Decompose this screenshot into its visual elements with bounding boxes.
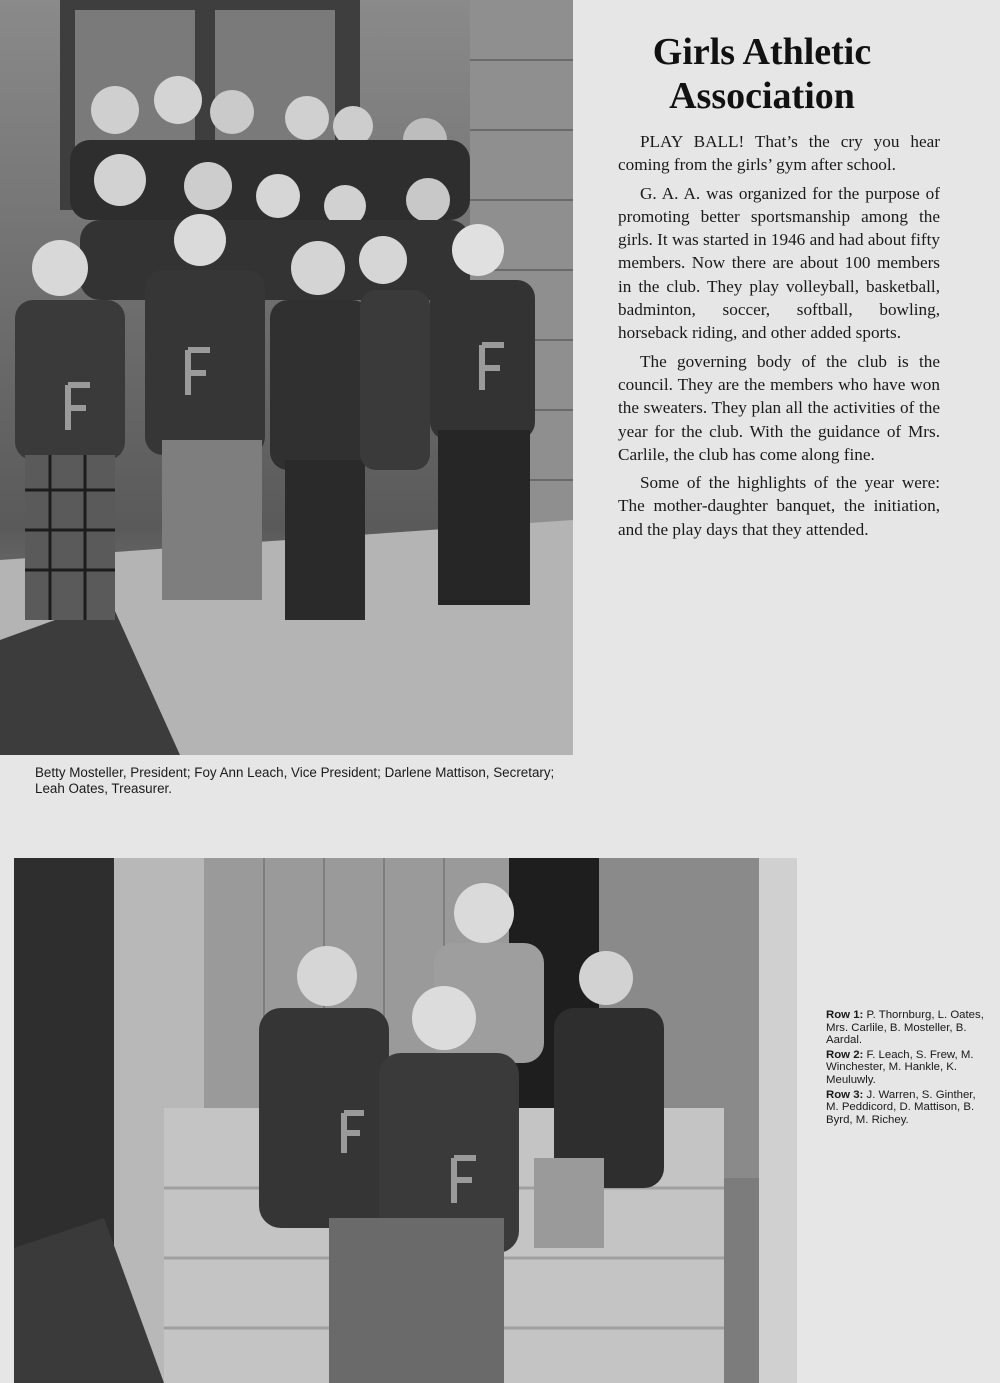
officers-photo-drawing	[14, 858, 797, 1383]
roster-list	[826, 1009, 988, 1128]
roster-row-2	[826, 1049, 988, 1087]
roster-row-label: Row 1:	[826, 1009, 864, 1021]
article-paragraph: Some of the highlights of the year were: The mother-daughter banquet, the initiation, and the play days that they attended.	[618, 473, 940, 539]
article-paragraph: PLAY BALL! That’s the cry you hear coming from the girls’ gym after school.	[618, 132, 940, 175]
roster-row-label: Row 2:	[826, 1048, 864, 1061]
title-line-1: Girls Athletic	[652, 31, 872, 73]
article-body	[618, 130, 940, 546]
title-line-2: Association	[669, 75, 855, 117]
article-paragraph: The governing body of the club is the council. They are the members who have won the sweaters. They plan all the activities of the year for the club. With the guidance of Mrs. Carlile, the club has come along fine.	[618, 351, 940, 464]
council-group-photo	[0, 0, 573, 755]
roster-row-label: Row 3:	[826, 1088, 864, 1101]
roster-row-names: P. Thornburg, L. Oates, Mrs. Carlile, B. Mosteller, B. Aardal.	[826, 1009, 984, 1047]
roster-row-1	[826, 1009, 988, 1047]
page-title	[612, 30, 912, 118]
roster-row-names: F. Leach, S. Frew, M. Winchester, M. Hankle, K. Meuluwly.	[826, 1048, 974, 1086]
officers-photo	[14, 858, 797, 1383]
article-paragraph: G. A. A. was organized for the purpose of promoting better sportsmanship among the girls. It was started in 1946 and had about fifty members. Now there are about 100 members in the club. They play volleyball, basketball, badminton, soccer, softball, bowling, horseback riding, and other added sports.	[618, 183, 940, 343]
council-photo-drawing	[0, 0, 573, 755]
roster-row-names: J. Warren, S. Ginther, M. Peddicord, D. Mattison, B. Byrd, M. Richey.	[826, 1088, 976, 1126]
officers-caption: Betty Mosteller, President; Foy Ann Leach, Vice President; Darlene Mattison, Secretary; Leah Oates, Treasurer.	[35, 765, 555, 796]
roster-row-3	[826, 1089, 988, 1127]
